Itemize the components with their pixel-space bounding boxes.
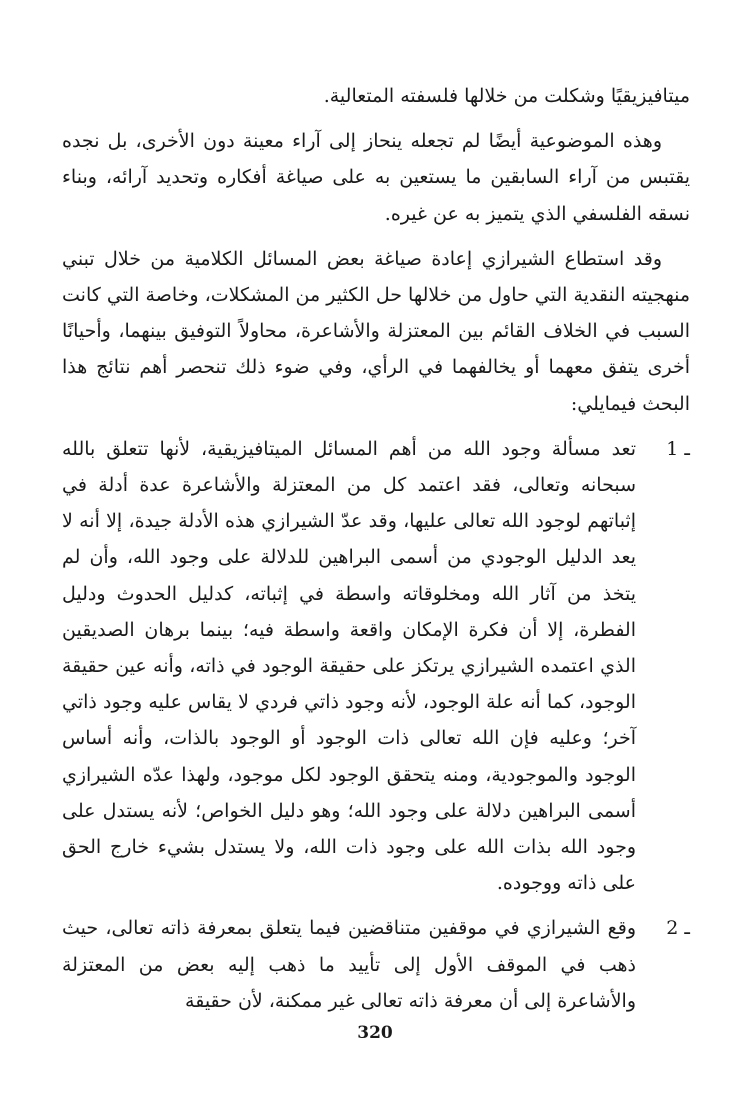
paragraph-gap [62, 114, 690, 123]
paragraph-objectivity: وهذه الموضوعية أيضًا لم تجعله ينحاز إلى آراء معينة دون الأخرى، بل نجده يقتبس من آراء السابقين ما يستعين به على صياغة أفكاره وتحديد آرائه، وبناء نسقه الفلسفي الذي يتميز به عن غيره. [62, 130, 690, 225]
item-number: 2 ـ [666, 917, 690, 940]
item-number: 1 ـ [666, 437, 690, 460]
item-text: وقع الشيرازي في موقفين متناقضين فيما يتعلق بمعرفة ذاته تعالى، حيث ذهب في الموقف الأول إلى تأييد ما ذهب إليه بعض من المعتزلة والأشاعرة إلى أن معرفة ذاته تعالى غير ممكنة، لأن حقيقة [62, 917, 636, 1012]
paragraph-gap [62, 901, 690, 910]
item-text: تعد مسألة وجود الله من أهم المسائل الميتافيزيقية، لأنها تتعلق بالله سبحانه وتعالى، فقد اعتمد كل من المعتزلة والأشاعرة عدة أدلة في إثباتهم لوجود الله تعالى عليها، وقد عدّ الشيرازي هذه الأدلة جيدة، إلا أنه لا يعد الدليل الوجودي من أسمى البراهين للدلالة على وجود الله، وأن لم يتخذ من آثار الله ومخلوقاته واسطة في إثباته، كدليل الحدوث ودليل الفطرة، إلا أن فكرة الإمكان واقعة واسطة فيه؛ بينما برهان الصديقين الذي اعتمده الشيرازي يرتكز على حقيقة الوجود في ذاته، وأنه عين حقيقة الوجود، كما أنه علة الوجود، لأنه وجود ذاتي فردي لا يقاس عليه وجود ذاتي آخر؛ وعليه فإن الله تعالى ذات الوجود أو الوجود بالذات، وأنه أساس الوجود والموجودية، ومنه يتحقق الوجود لكل موجود، ولهذا عدّه الشيرازي أسمى البراهين دلالة على وجود الله؛ وهو دليل الخواص؛ لأنه يستدل على وجود الله بذات الله على وجود ذات الله، ولا يستدل بشيء خارج الحق على ذاته ووجوده. [62, 437, 636, 895]
page-body [62, 78, 690, 1019]
paragraph-reformulation: وقد استطاع الشيرازي إعادة صياغة بعض المسائل الكلامية من خلال تبني منهجيته النقدية التي حاول من خلالها حل الكثير من المشكلات، وخاصة التي كانت السبب في الخلاف القائم بين المعتزلة والأشاعرة، محاولاً التوفيق بينهما، وأحيانًا أخرى يتفق معهما أو يخالفهما في الرأي، وفي ضوء ذلك تنحصر أهم نتائج هذا البحث فيمايلي: [62, 247, 690, 415]
numbered-item-1 [62, 431, 690, 902]
numbered-item-2 [62, 910, 690, 1019]
paragraph-continuation: ميتافيزيقيًا وشكلت من خلالها فلسفته المتعالية. [323, 85, 690, 107]
paragraph-gap [62, 232, 690, 241]
page-number: 320 [357, 1023, 393, 1043]
paragraph-gap [62, 422, 690, 431]
